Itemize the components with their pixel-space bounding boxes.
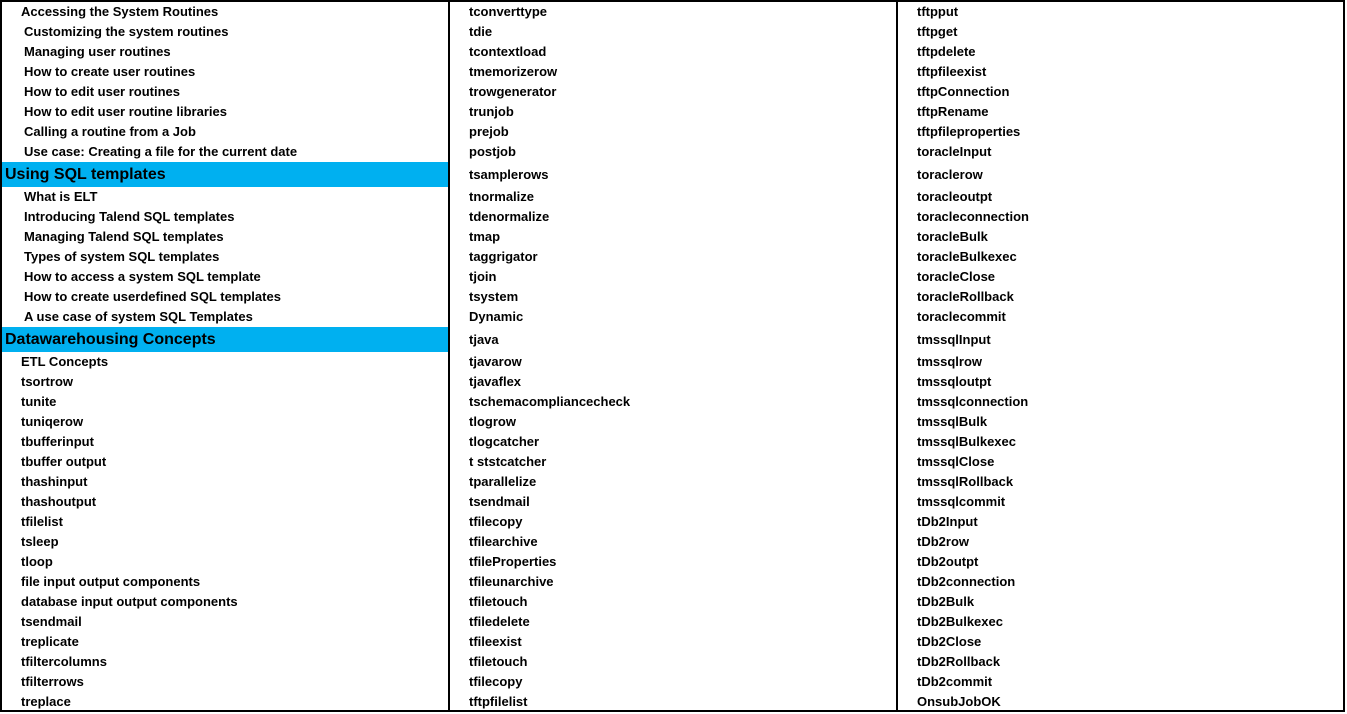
cell-item[interactable]: tfiletouch [469,654,528,669]
cell-item[interactable]: Dynamic [469,309,524,324]
cell-item[interactable]: ETL Concepts [21,354,109,369]
cell-item[interactable]: t ststcatcher [469,454,547,469]
cell-item[interactable]: tmap [469,229,501,244]
section-header[interactable]: Datawarehousing Concepts [2,327,448,352]
cell-item[interactable]: tuniqerow [21,414,84,429]
cell-item[interactable]: tsendmail [21,614,82,629]
cell-item[interactable]: What is ELT [24,189,98,204]
cell-item[interactable]: How to edit user routines [24,84,181,99]
cell-item[interactable]: tsamplerows [469,167,549,182]
cell-item[interactable]: toracleBulk [917,229,988,244]
cell-item[interactable]: tftpget [917,24,958,39]
cell-item[interactable]: tfiledelete [469,614,530,629]
cell-item[interactable]: toraclecommit [917,309,1006,324]
cell-item[interactable]: How to edit user routine libraries [24,104,227,119]
cell-item[interactable]: toraclerow [917,167,983,182]
cell-item[interactable]: toracleInput [917,144,992,159]
cell-item[interactable]: tftpfileexist [917,64,987,79]
cell-item[interactable]: tfilterrows [21,674,84,689]
cell-item[interactable]: tDb2Rollback [917,654,1001,669]
cell-item[interactable]: How to access a system SQL template [24,269,261,284]
cell-item[interactable]: tfileexist [469,634,522,649]
cell-item[interactable]: trunjob [469,104,514,119]
cell-item[interactable]: toracleconnection [917,209,1029,224]
cell-item[interactable]: tfiletouch [469,594,528,609]
cell-item[interactable]: tDb2connection [917,574,1016,589]
section-header[interactable]: Using SQL templates [2,162,448,187]
cell-item[interactable]: tfilearchive [469,534,538,549]
cell-item[interactable]: treplicate [21,634,79,649]
cell-item[interactable]: database input output components [21,594,238,609]
cell-item[interactable]: tunite [21,394,57,409]
cell-item[interactable]: toracleBulkexec [917,249,1017,264]
cell-item[interactable]: trowgenerator [469,84,557,99]
cell-item[interactable]: tcontextload [469,44,547,59]
cell-item[interactable]: toracleClose [917,269,996,284]
cell-item[interactable]: tmssqlBulk [917,414,988,429]
cell-item[interactable]: tbufferinput [21,434,94,449]
cell-item[interactable]: toracleoutpt [917,189,993,204]
cell-item[interactable]: Customizing the system routines [24,24,229,39]
cell-item[interactable]: taggrigator [469,249,538,264]
cell-item[interactable]: tDb2Input [917,514,978,529]
cell-item[interactable]: tloop [21,554,53,569]
cell-item[interactable]: tsortrow [21,374,73,389]
cell-item[interactable]: Types of system SQL templates [24,249,220,264]
cell-item[interactable]: tfilecopy [469,514,523,529]
cell-item[interactable]: tfileProperties [469,554,557,569]
cell-item[interactable]: tmssqlcommit [917,494,1006,509]
cell-item[interactable]: tdie [469,24,493,39]
cell-item[interactable]: tftpdelete [917,44,976,59]
cell-item[interactable]: tsleep [21,534,59,549]
cell-item[interactable]: Introducing Talend SQL templates [24,209,235,224]
cell-item[interactable]: Accessing the System Routines [21,4,219,19]
cell-item[interactable]: tjavaflex [469,374,522,389]
cell-item[interactable]: Managing user routines [24,44,171,59]
column-3 [896,0,1345,712]
cell-item[interactable]: tmssqlrow [917,354,983,369]
cell-item[interactable]: prejob [469,124,509,139]
cell-item[interactable]: tDb2commit [917,674,993,689]
cell-item[interactable]: treplace [21,694,71,709]
cell-item[interactable]: tDb2Close [917,634,982,649]
cell-item[interactable]: tconverttype [469,4,548,19]
cell-item[interactable]: tnormalize [469,189,535,204]
cell-item[interactable]: tmssqlClose [917,454,995,469]
cell-item[interactable]: tmssqlBulkexec [917,434,1016,449]
cell-item[interactable]: tDb2Bulk [917,594,975,609]
cell-item[interactable]: tmssqlRollback [917,474,1014,489]
cell-item[interactable]: tparallelize [469,474,537,489]
cell-item[interactable]: tlogrow [469,414,516,429]
cell-item[interactable]: tftpfileproperties [917,124,1021,139]
cell-item[interactable]: Calling a routine from a Job [24,124,196,139]
cell-item[interactable]: tschemacompliancecheck [469,394,631,409]
cell-item[interactable]: tbuffer output [21,454,107,469]
cell-item[interactable]: postjob [469,144,516,159]
cell-item[interactable]: tsystem [469,289,519,304]
cell-item[interactable]: tjava [469,332,499,347]
cell-item[interactable]: tDb2Bulkexec [917,614,1003,629]
cell-item[interactable]: tfilecopy [469,674,523,689]
cell-item[interactable]: tfileunarchive [469,574,554,589]
cell-item[interactable]: tDb2row [917,534,969,549]
cell-item[interactable]: Managing Talend SQL templates [24,229,224,244]
cell-item[interactable]: toracleRollback [917,289,1014,304]
cell-item[interactable]: thashinput [21,474,88,489]
cell-item[interactable]: tftpConnection [917,84,1010,99]
cell-item[interactable]: How to create user routines [24,64,196,79]
cell-item[interactable]: tfiltercolumns [21,654,107,669]
cell-item[interactable]: tsendmail [469,494,530,509]
cell-item[interactable]: tmemorizerow [469,64,558,79]
cell-item[interactable]: tjavarow [469,354,522,369]
column-1 [0,0,450,712]
cell-item[interactable]: How to create userdefined SQL templates [24,289,281,304]
cell-item[interactable]: tftpfilelist [469,694,528,709]
cell-item[interactable]: file input output components [21,574,201,589]
cell-item[interactable]: tmssqloutpt [917,374,992,389]
cell-item[interactable]: OnsubJobOK [917,694,1001,709]
cell-item[interactable]: tftpRename [917,104,989,119]
cell-item[interactable]: thashoutput [21,494,97,509]
cell-item[interactable]: tmssqlInput [917,332,991,347]
cell-item[interactable]: tftpput [917,4,959,19]
column-2 [448,0,898,712]
cell-item[interactable]: tlogcatcher [469,434,540,449]
cell-item[interactable]: Use case: Creating a file for the current date [24,144,298,159]
cell-item[interactable]: tjoin [469,269,497,284]
cell-item[interactable]: tDb2outpt [917,554,979,569]
cell-item[interactable]: tfilelist [21,514,63,529]
cell-item[interactable]: A use case of system SQL Templates [24,309,253,324]
cell-item[interactable]: tmssqlconnection [917,394,1029,409]
cell-item[interactable]: tdenormalize [469,209,550,224]
